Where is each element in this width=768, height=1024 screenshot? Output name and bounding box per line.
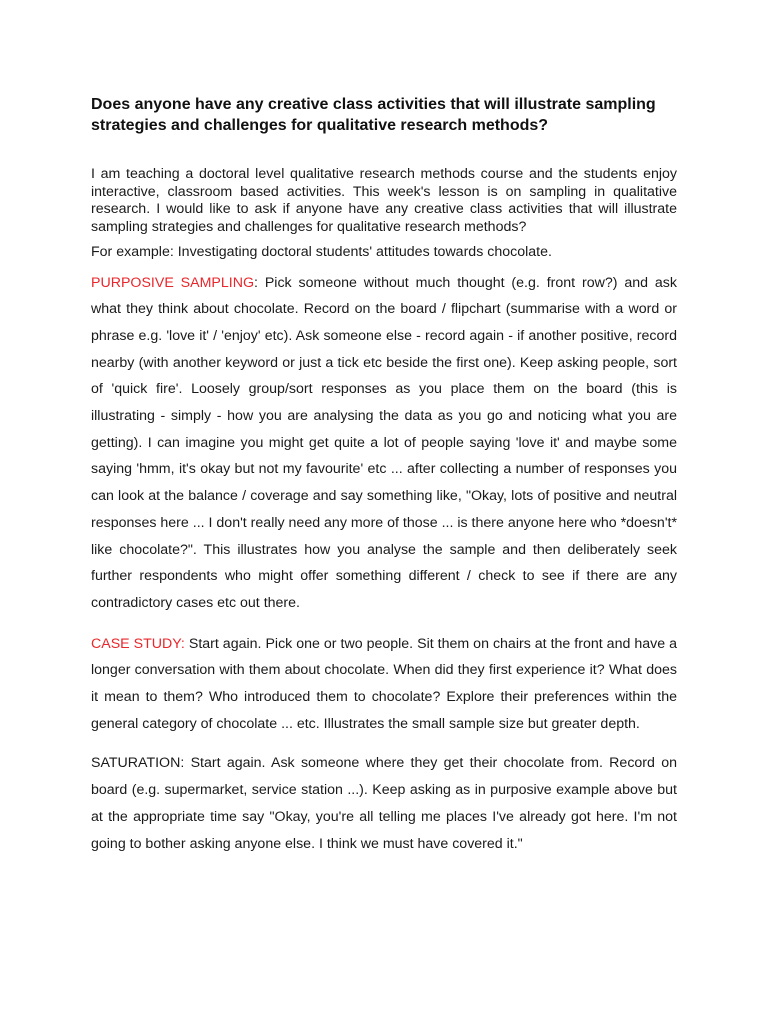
saturation-label: SATURATION: bbox=[91, 755, 185, 772]
intro-paragraph: I am teaching a doctoral level qualitative research methods course and the students enjoy interactive, classroom based activities. This week's lesson is on sampling in qualitative research. I would like to ask if anyone have any creative class activities that will illustrate sampling strategies and challenges for qualitative research methods? bbox=[91, 166, 677, 235]
case-study-section bbox=[91, 631, 677, 738]
case-study-label: CASE STUDY: bbox=[91, 635, 185, 652]
case-study-body: Start again. Pick one or two people. Sit them on chairs at the front and have a longer conversation with them about chocolate. When did they first experience it? What does it mean to them? Who introduced them to chocolate? Explore their preferences within the general category of chocolate ... etc. Illustrates the small sample size but greater depth. bbox=[91, 635, 677, 732]
purposive-sampling-body: Pick someone without much thought (e.g. front row?) and ask what they think about chocolate. Record on the board / flipchart (summarise with a word or phrase e.g. 'love it' / 'enjoy' etc). Ask someone else - record again - if another positive, record nearby (with another keyword or just a tick etc beside the first one). Keep asking people, sort of 'quick fire'. Loosely group/sort responses as you place them on the board (this is illustrating - simply - how you are analysing the data as you go and noticing what you are getting). I can imagine you might get quite a lot of people saying 'love it' and maybe some saying 'hmm, it's okay but not my favourite' etc ... after collecting a number of responses you can look at the balance / coverage and say something like, "Okay, lots of positive and neutral responses here ... I don't really need any more of those ... is there anyone here who *doesn't* like chocolate?". This illustrates how you analyse the sample and then deliberately seek further respondents who might offer something different / check to see if there are any contradictory cases etc out there. bbox=[91, 274, 677, 611]
question-title: Does anyone have any creative class activities that will illustrate sampling strategies and challenges for qualitative research methods? bbox=[91, 96, 656, 134]
saturation-body: Start again. Ask someone where they get their chocolate from. Record on board (e.g. supermarket, service station ...). Keep asking as in purposive example above but at the appropriate time say "Okay, you're all telling me places I've already got here. I'm not going to bother asking anyone else. I think we must have covered it." bbox=[91, 755, 677, 852]
purposive-sampling-separator: : bbox=[254, 274, 258, 291]
document-page bbox=[91, 94, 677, 857]
example-paragraph: For example: Investigating doctoral students' attitudes towards chocolate. bbox=[91, 244, 552, 260]
purposive-sampling-section bbox=[91, 270, 677, 617]
purposive-sampling-label: PURPOSIVE SAMPLING bbox=[91, 274, 254, 291]
saturation-section bbox=[91, 750, 677, 857]
